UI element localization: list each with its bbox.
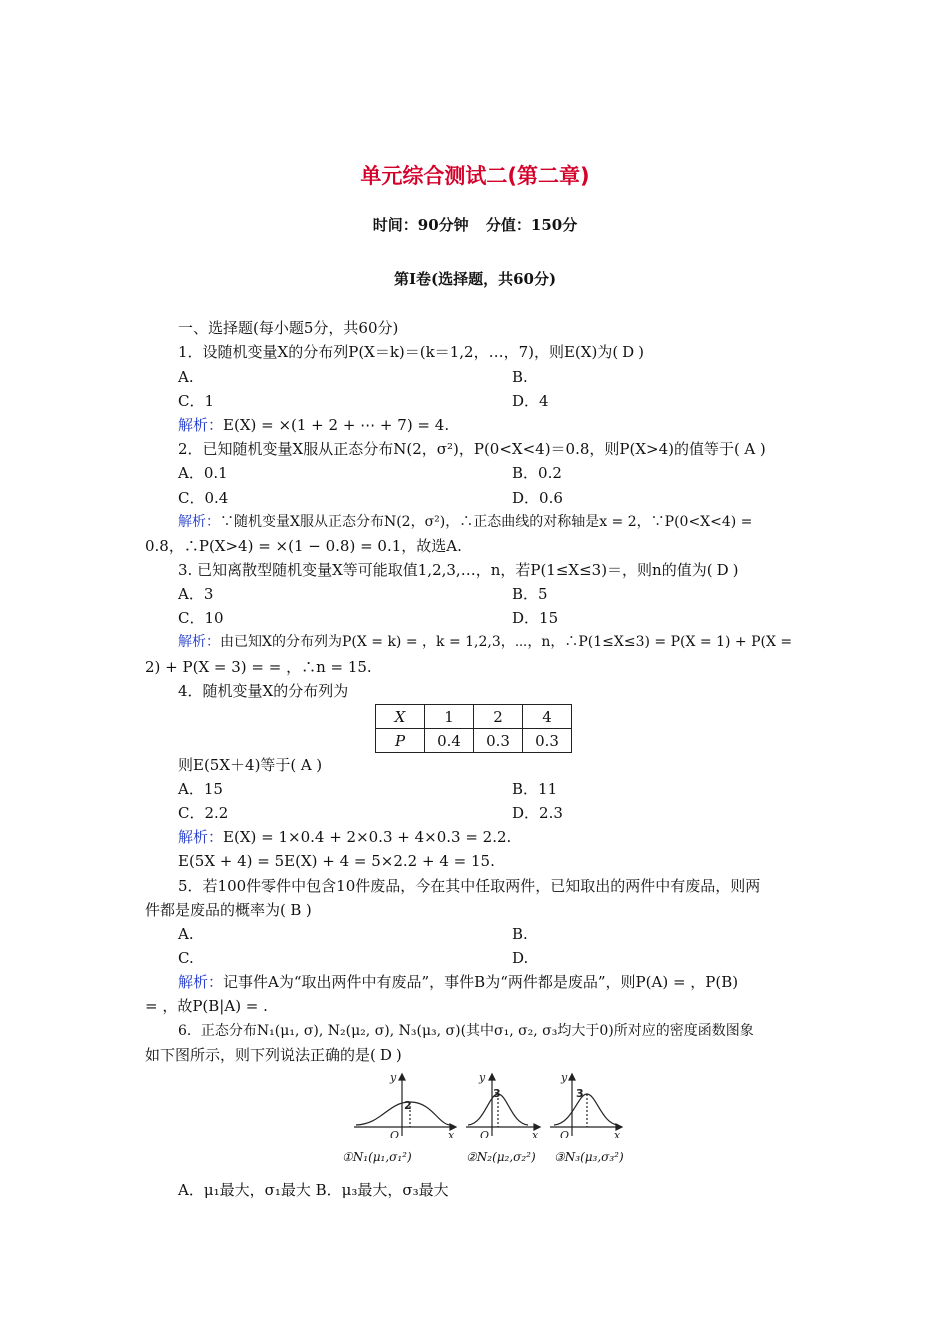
question-1-answer: D: [622, 343, 635, 361]
section-heading: 一、选择题(每小题5分，共60分): [178, 319, 399, 337]
origin-label: O: [480, 1129, 490, 1138]
question-2-answer: A: [744, 440, 756, 458]
option-a: A．15: [178, 780, 223, 798]
option-d: D.: [512, 949, 529, 967]
solution-2-line-1: 解析：∵随机变量X服从正态分布N(2，σ²)，∴正态曲线的对称轴是x = 2，∵P(0<X<4) =: [178, 514, 753, 530]
option-d: D．15: [512, 609, 559, 627]
figure-caption-2: ②N₂(μ₂,σ₂²): [466, 1150, 536, 1164]
table-row: [376, 705, 572, 729]
question-3-answer: D: [716, 561, 729, 579]
distribution-table: [375, 704, 572, 753]
x-axis-label: x: [448, 1129, 455, 1138]
y-axis-label: y: [390, 1072, 397, 1084]
option-a: A.: [178, 368, 194, 386]
y-axis-arrow: [569, 1074, 575, 1080]
page-title: 单元综合测试二(第二章): [360, 164, 590, 188]
question-5-stem-1: 5．若100件零件中包含10件废品，今在其中任取两件，已知取出的两件中有废品，则两: [178, 877, 761, 895]
exam-score: 分值：150分: [485, 216, 578, 234]
option-c: C.: [178, 949, 194, 967]
origin-label: O: [390, 1129, 400, 1138]
option-b: B．0.2: [512, 464, 562, 482]
table-cell: X: [376, 705, 425, 729]
option-a: A．3: [178, 585, 214, 603]
option-b: B.: [512, 368, 528, 386]
origin-label: O: [560, 1129, 570, 1138]
question-1-stem: 1．设随机变量X的分布列P(X＝k)＝(k＝1,2，…，7)，则E(X)为( D ): [178, 343, 645, 361]
question-6-stem-2: 如下图所示，则下列说法正确的是( D ): [145, 1046, 402, 1064]
option-c: C．10: [178, 609, 224, 627]
solution-5-line-2: = ，故P(B|A) = .: [145, 997, 268, 1015]
table-cell: 0.3: [523, 729, 572, 753]
exam-time: 时间：90分钟: [372, 216, 469, 234]
option-a: A．0.1: [178, 464, 228, 482]
question-4-stem: 4．随机变量X的分布列为: [178, 682, 349, 700]
option-d: D．0.6: [512, 489, 563, 507]
table-cell: 0.3: [474, 729, 523, 753]
table-cell: P: [376, 729, 425, 753]
y-axis-arrow: [399, 1074, 405, 1080]
question-6-options: A．μ₁最大，σ₁最大 B．μ₃最大，σ₃最大: [178, 1181, 449, 1199]
solution-label: 解析：: [178, 634, 220, 650]
question-3-stem: 3. 已知离散型随机变量X等可能取值1,2,3,…，n，若P(1≤X≤3)＝，则n的值为( D ): [178, 561, 739, 579]
y-axis-label: y: [561, 1072, 568, 1084]
table-row: [376, 729, 572, 753]
solution-2-line-2: 0.8，∴P(X>4) = ×(1 − 0.8) = 0.1，故选A.: [145, 537, 462, 555]
question-2-stem: 2．已知随机变量X服从正态分布N(2，σ²)，P(0<X<4)＝0.8，则P(X>4)的值等于( A ): [178, 440, 766, 458]
figure-caption-1: ①N₁(μ₁,σ₁²): [342, 1150, 412, 1164]
solution-4-line-1: 解析：E(X) = 1×0.4 + 2×0.3 + 4×0.3 = 2.2.: [178, 828, 512, 846]
option-d: D．4: [512, 392, 549, 410]
option-d: D．2.3: [512, 804, 563, 822]
question-5-stem-2: 件都是废品的概率为( B ): [145, 901, 312, 919]
x-axis-label: x: [614, 1129, 621, 1138]
figure-caption-3: ③N₃(μ₃,σ₃²): [554, 1150, 624, 1164]
option-b: B．11: [512, 780, 558, 798]
density-curve-3: [554, 1094, 618, 1125]
solution-label: 解析：: [178, 416, 224, 434]
volume-heading: 第Ⅰ卷(选择题，共60分): [393, 270, 557, 288]
solution-label: 解析：: [178, 828, 224, 846]
question-4-answer: A: [300, 756, 312, 774]
solution-3-line-1: 解析：由已知X的分布列为P(X = k) = ，k = 1,2,3，⋯，n，∴P(1≤X≤3) = P(X = 1) + P(X =: [178, 634, 793, 650]
question-6-stem-1: 6．正态分布N₁(μ₁, σ), N₂(μ₂, σ), N₃(μ₃, σ)(其中σ₁, σ₂, σ₃均大于0)所对应的密度函数图象: [178, 1023, 754, 1039]
peak-label-3: 3: [576, 1087, 584, 1100]
option-c: C．1: [178, 392, 215, 410]
peak-label-1: 2: [404, 1099, 412, 1112]
question-6-answer: D: [379, 1046, 392, 1064]
solution-4-line-2: E(5X + 4) = 5E(X) + 4 = 5×2.2 + 4 = 15.: [178, 852, 495, 870]
option-c: C．0.4: [178, 489, 229, 507]
table-cell: 0.4: [425, 729, 474, 753]
question-5-answer: B: [290, 901, 302, 919]
solution-1: 解析：E(X) = ×(1 + 2 + ⋯ + 7) = 4.: [178, 416, 450, 434]
solution-label: 解析：: [178, 514, 220, 530]
option-b: B．5: [512, 585, 548, 603]
peak-label-2: 3: [493, 1087, 501, 1100]
option-c: C．2.2: [178, 804, 229, 822]
table-cell: 1: [425, 705, 474, 729]
solution-3-line-2: 2) + P(X = 3) = = ，∴n = 15.: [145, 658, 372, 676]
table-cell: 4: [523, 705, 572, 729]
solution-label: 解析：: [178, 973, 224, 991]
question-4-stem-2: 则E(5X＋4)等于( A ): [178, 756, 323, 774]
x-axis-label: x: [532, 1129, 539, 1138]
option-a: A.: [178, 925, 194, 943]
exam-meta: [0, 214, 950, 235]
density-curves-graph: [352, 1072, 642, 1138]
density-curve-1: [356, 1102, 450, 1125]
solution-5-line-1: 解析：记事件A为“取出两件中有废品”，事件B为“两件都是废品”，则P(A) = ，P(B): [178, 973, 739, 991]
y-axis-label: y: [479, 1072, 486, 1084]
option-b: B.: [512, 925, 528, 943]
table-cell: 2: [474, 705, 523, 729]
y-axis-arrow: [489, 1074, 495, 1080]
